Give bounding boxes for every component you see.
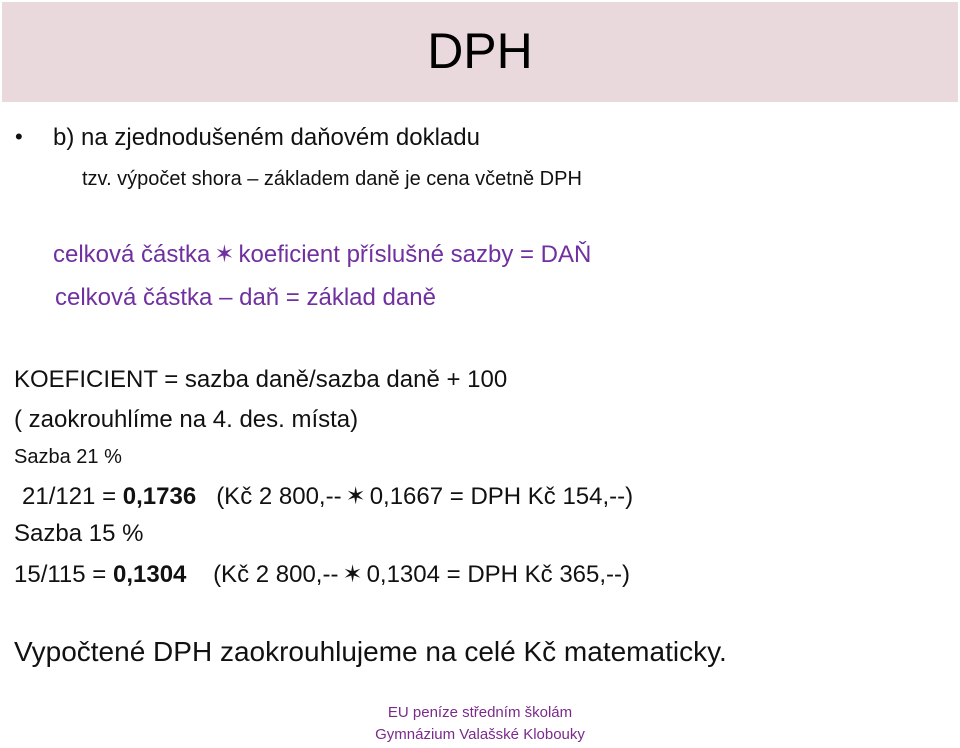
formula-tax xyxy=(53,240,591,269)
calc-21-result: 0,1667 = DPH Kč 154,--) xyxy=(369,483,634,510)
calc-21-amount: (Kč 2 800,-- xyxy=(216,483,342,510)
title-bar xyxy=(2,2,958,102)
calc-15-coef: 0,1304 xyxy=(112,561,187,588)
calc-15 xyxy=(14,560,630,589)
slide-title: DPH xyxy=(427,23,533,79)
rate-21-label: Sazba 21 % xyxy=(14,446,122,468)
footer-line-1: EU peníze středním školám xyxy=(387,704,573,721)
star-icon: ✶ xyxy=(342,561,363,588)
calc-15-result: 0,1304 = DPH Kč 365,--) xyxy=(366,561,631,588)
star-icon: ✶ xyxy=(345,483,366,510)
koeficient-line: KOEFICIENT = sazba daně/sazba daně + 100 xyxy=(14,366,508,393)
formula-base: celková částka – daň = základ daně xyxy=(55,284,436,311)
calc-21 xyxy=(22,482,633,511)
calc-15-amount: (Kč 2 800,-- xyxy=(213,561,339,588)
calc-21-fraction: 21/121 = xyxy=(22,483,123,510)
conclusion: Vypočtené DPH zaokrouhlujeme na celé Kč matematicky. xyxy=(14,636,727,667)
bullet-icon: • xyxy=(15,124,23,149)
formula-tax-part1: celková částka xyxy=(53,241,211,268)
calc-15-fraction: 15/115 = xyxy=(14,561,113,588)
sub-text: tzv. výpočet shora – základem daně je cena včetně DPH xyxy=(82,168,582,190)
bullet-text: b) na zjednodušeném daňovém dokladu xyxy=(53,124,480,151)
footer-line-2: Gymnázium Valašské Klobouky xyxy=(375,726,585,743)
rounding-note: ( zaokrouhlíme na 4. des. místa) xyxy=(14,406,359,433)
calc-21-coef: 0,1736 xyxy=(122,483,197,510)
formula-tax-part2: koeficient příslušné sazby = DAŇ xyxy=(238,241,592,268)
star-icon: ✶ xyxy=(214,241,235,268)
rate-15-label: Sazba 15 % xyxy=(14,520,144,547)
